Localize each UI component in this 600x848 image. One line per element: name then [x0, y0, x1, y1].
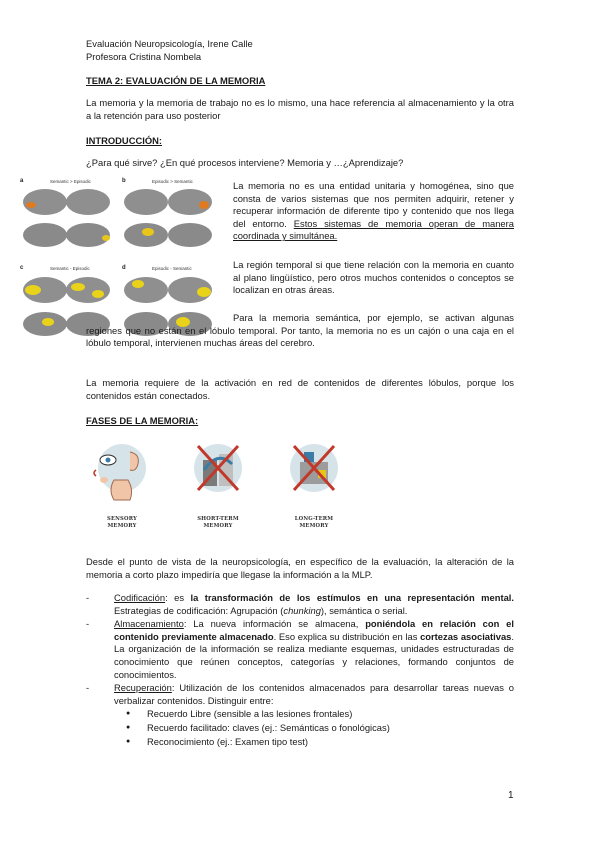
panel-letter-b: b [122, 178, 126, 184]
panel-title-b: Episodic > Semantic [152, 179, 193, 184]
memory-systems-underlined: Estos sistemas de memoria operan de manera coordinada y simultánea. [233, 217, 514, 242]
panel-letter-a: a [20, 178, 24, 184]
temporal-region-paragraph: La región temporal si que tiene relación con la memoria en cuanto al plano lingüístico, pero otros muchos contenidos o conceptos se localizan en otras áreas. [233, 259, 514, 296]
memory-phases-list [86, 592, 514, 749]
retrieval-item-recognition: ● Reconocimiento (ej.: Examen tipo test) [126, 736, 514, 749]
brain-panel-a [23, 189, 110, 247]
semantic-memory-paragraph: Para la memoria semántica, por ejemplo, se activan algunas regiones que no están en el lóbulo temporal. Por tanto, la memoria no es un cajón o una caja en el lóbulo temporal, intervienen muchas áreas del cerebro. [86, 312, 514, 349]
memory-systems-paragraph [233, 180, 514, 243]
section-heading-introduccion: INTRODUCCIÓN: [86, 135, 163, 146]
sensory-memory-label: SENSORY MEMORY [107, 516, 137, 529]
retrieval-item-cued-recall: ● Recuerdo facilitado: claves (ej.: Semánticas o fonológicas) [126, 722, 514, 735]
retrieval-types-list [126, 708, 514, 748]
header-course-author: Evaluación Neuropsicología, Irene Calle [86, 38, 253, 49]
long-term-memory-label: LONG-TERM MEMORY [294, 516, 334, 529]
intro-paragraph: La memoria y la memoria de trabajo no es lo mismo, una hace referencia al almacenamiento y la otra a la retención para uso posterior [86, 97, 514, 121]
memory-types-illustration [86, 440, 358, 545]
memory-systems-text: La memoria no es una entidad unitaria y homogénea, sino que consta de varios sistemas que nos permiten adquirir, retener y recuperar información de diferente tipo y contenido que nos llega del entorno. [233, 180, 514, 229]
panel-letter-d: d [122, 265, 126, 271]
panel-title-c: Semantic - Episodic [50, 266, 90, 271]
brain-panel-b [124, 189, 212, 247]
phase-storage: - Almacenamiento: La nueva información se almacena, poniéndola en relación con el contenido previamente almacenado. Eso explica su distribución en las cortezas asociativas. La organización de la información se realiza mediante esquemas, unidades estructuradas de conocimiento que reúnen conceptos, categorías y relaciones, formando conjuntos de conocimientos. [86, 618, 514, 681]
short-term-memory-icon [194, 444, 242, 492]
sensory-memory-icon [94, 444, 146, 500]
phase-retrieval-term: Recuperación [114, 682, 172, 694]
network-activation-paragraph: La memoria requiere de la activación en red de contenidos de diferentes lóbulos, porque los contenidos están conectados. [86, 377, 514, 401]
section-heading-fases: FASES DE LA MEMORIA: [86, 415, 199, 426]
intro-question: ¿Para qué sirve? ¿En qué procesos interviene? Memoria y …¿Aprendizaje? [86, 157, 404, 168]
topic-title: TEMA 2: EVALUACIÓN DE LA MEMORIA [86, 75, 266, 86]
phase-retrieval: - Recuperación: Utilización de los contenidos almacenados para desarrollar tareas nuevas o verbalizar contenidos. Distinguir entre: ● Recuerdo Libre (sensible a las lesiones frontales) ● Recuerdo facilitado: claves (ej.: Semánticas o fonológicas) ● Reconocimiento (ej.: Examen tipo test) [86, 682, 514, 748]
long-term-memory-icon [290, 444, 338, 492]
page-number: 1 [508, 790, 514, 801]
phase-coding: - Codificación: es la transformación de los estímulos en una representación mental. Estrategias de codificación: Agrupación (chunking), semántica o serial. [86, 592, 514, 617]
document-header [86, 38, 526, 63]
memory-types-svg [86, 440, 358, 545]
retrieval-item-free-recall: ● Recuerdo Libre (sensible a las lesiones frontales) [126, 708, 514, 721]
phase-coding-term: Codificación [114, 592, 166, 603]
panel-title-d: Episodic - Semantic [152, 266, 192, 271]
panel-title-a: Semantic > Episodic [50, 179, 91, 184]
panel-letter-c: c [20, 265, 24, 271]
phase-storage-term: Almacenamiento [114, 618, 184, 630]
neuropsychology-paragraph: Desde el punto de vista de la neuropsicología, en específico de la evaluación, la alteración de la memoria a corto plazo impediría que llegase la información a la MLP. [86, 556, 514, 580]
short-term-memory-label: SHORT-TERM MEMORY [197, 516, 239, 529]
header-professor: Profesora Cristina Nombela [86, 50, 202, 62]
